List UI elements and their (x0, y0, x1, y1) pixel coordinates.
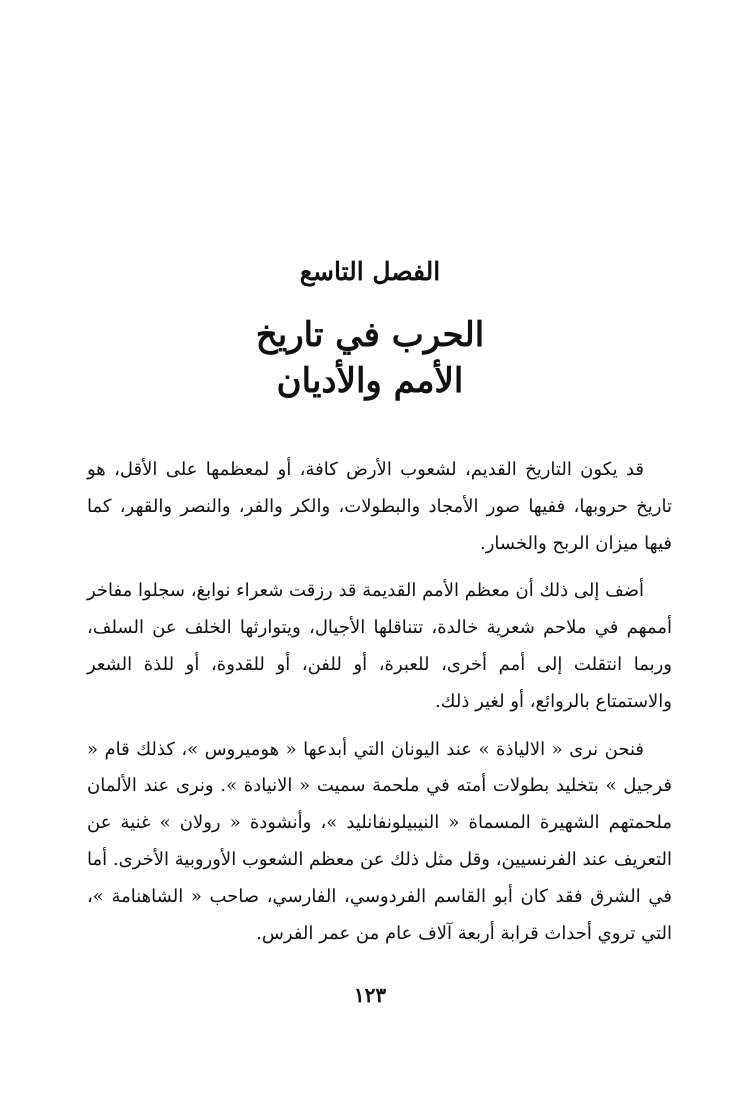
page-number: ١٢٣ (353, 983, 387, 1007)
paragraph-1: قد يكون التاريخ القديم، لشعوب الأرض كافة، أو لمعظمها على الأقل، هو تاريخ حروبها، ففيها صور الأمجاد والبطولات، والكر والفر، والنصر والقهر، كما فيها ميزان الربح والخسار. (87, 459, 672, 554)
chapter-title (0, 312, 740, 404)
paragraph-3: فنحن نرى « الالياذة » عند اليونان التي أبدعها « هوميروس »، كذلك قام « فرجيل » بتخليد بطولات أمته في ملحمة سميت « الانيادة ». ونرى عند الألمان ملحمتهم الشهيرة المسماة « النيبيلونفانليد »، وأنشودة « رولان » غنية عن التعريف عند الفرنسيين، وقل مثل ذلك عن معظم الشعوب الأوروبية الأخرى. أما في الشرق فقد كان أبو القاسم الفردوسي، الفارسي، صاحب « الشاهنامة »، التي تروي أحداث قرابة أربعة آلاف عام من عمر الفرس. (87, 738, 672, 944)
body-text (87, 452, 672, 963)
chapter-title-line-2: الأمم والأديان (276, 361, 464, 401)
chapter-label: الفصل التاسع (299, 257, 441, 286)
paragraph-2: أضف إلى ذلك أن معظم الأمم القديمة قد رزقت شعراء نوابغ، سجلوا مفاخر أممهم في ملاحم شعرية خالدة، تتناقلها الأجيال، ويتوارثها الخلف عن السلف، وربما انتقلت إلى أمم أخرى، للعبرة، أو للفن، أو للقدوة، أو للذة الشعر والاستمتاع بالروائع، أو لغير ذلك. (87, 580, 672, 712)
chapter-title-line-1: الحرب في تاريخ (255, 315, 485, 355)
